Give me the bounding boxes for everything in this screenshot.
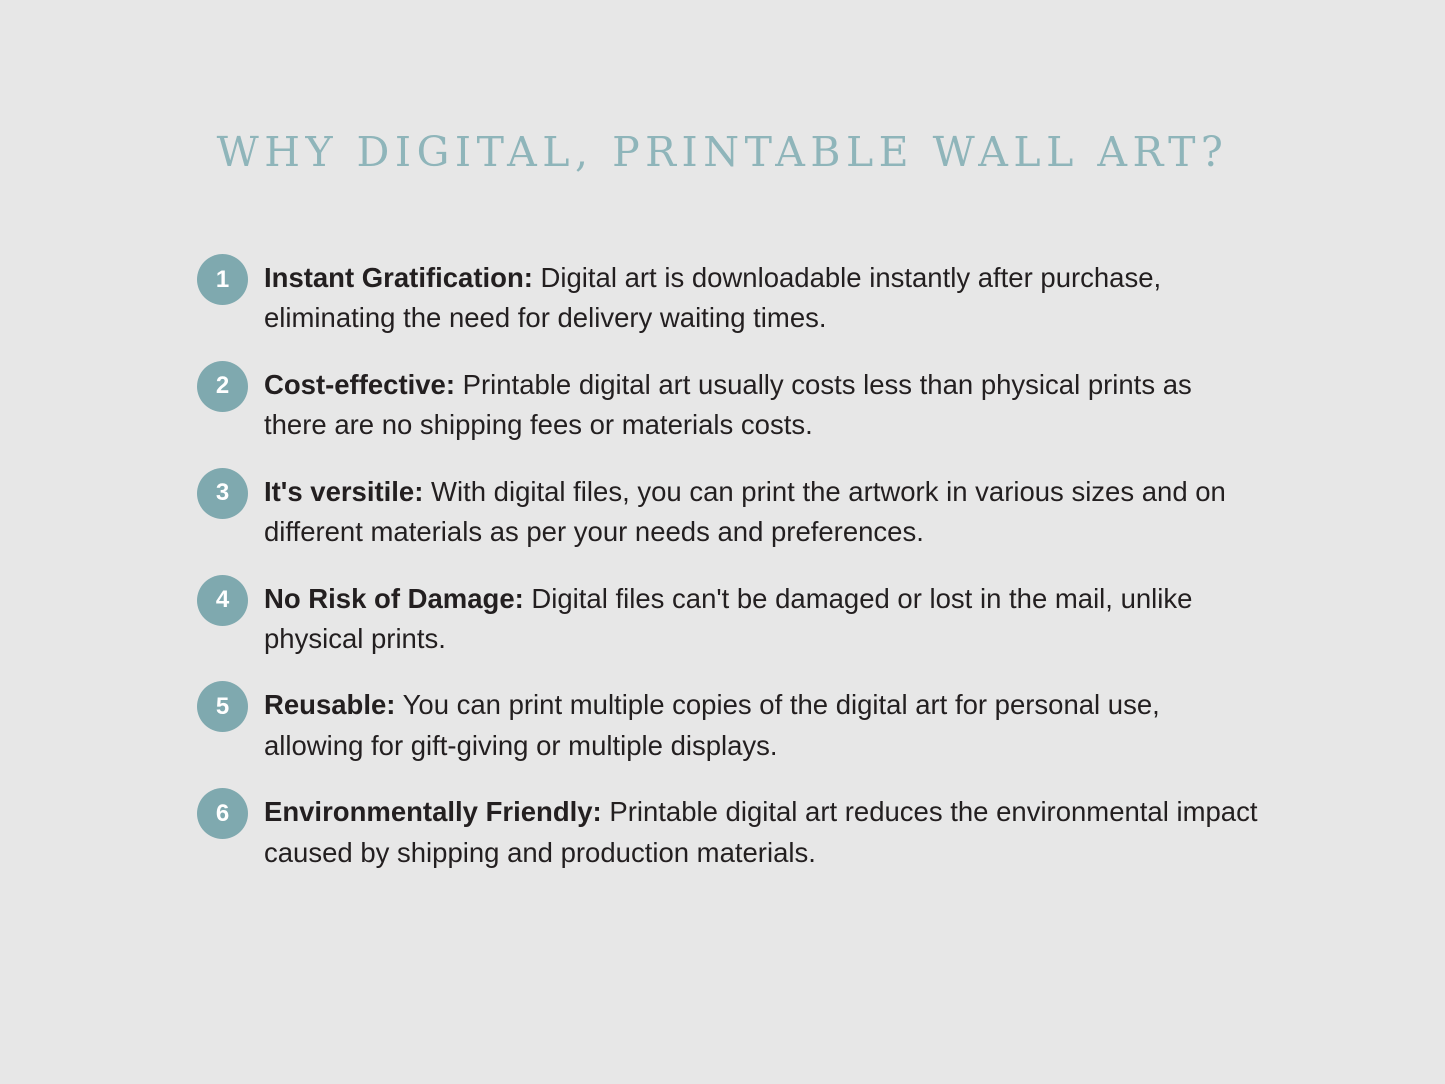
list-item-text	[264, 677, 1262, 766]
list-item	[197, 250, 1262, 339]
list-item-lead: Reusable:	[264, 689, 396, 721]
list-item	[197, 464, 1262, 553]
list-item	[197, 677, 1262, 766]
benefits-list	[197, 250, 1262, 891]
list-item-body: Printable digital art usually costs less than physical prints as there are no shipping fees or materials costs.	[264, 368, 1192, 441]
list-item-text	[264, 784, 1262, 873]
list-item	[197, 784, 1262, 873]
list-item-body: Digital files can't be damaged or lost in the mail, unlike physical prints.	[264, 582, 1193, 654]
page-title: WHY DIGITAL, PRINTABLE WALL ART?	[216, 128, 1229, 176]
list-item	[197, 357, 1262, 446]
list-item-number-badge: 3	[197, 468, 248, 519]
list-item-text	[264, 464, 1262, 553]
list-item-body: Printable digital art reduces the environmental impact caused by shipping and production materials.	[264, 796, 1258, 868]
list-item-number-badge: 2	[197, 361, 248, 412]
list-item-text	[264, 250, 1262, 339]
list-item	[197, 571, 1262, 660]
list-item-lead: No Risk of Damage:	[264, 582, 524, 614]
list-item-text	[264, 571, 1262, 660]
list-item-text	[264, 357, 1262, 446]
list-item-lead: Environmentally Friendly:	[264, 796, 602, 828]
list-item-body: You can print multiple copies of the digital art for personal use, allowing for gift-giving or multiple displays.	[264, 689, 1160, 761]
list-item-number-badge: 4	[197, 575, 248, 626]
list-item-number-badge: 1	[197, 254, 248, 305]
list-item-lead: It's versitile:	[264, 475, 424, 507]
list-item-number-badge: 6	[197, 788, 248, 839]
list-item-number-badge: 5	[197, 681, 248, 732]
list-item-body: Digital art is downloadable instantly after purchase, eliminating the need for delivery waiting times.	[264, 262, 1162, 334]
list-item-lead: Instant Gratification:	[264, 262, 533, 293]
list-item-body: With digital files, you can print the artwork in various sizes and on different materials as per your needs and preferences.	[264, 475, 1226, 548]
list-item-lead: Cost-effective:	[264, 368, 456, 400]
